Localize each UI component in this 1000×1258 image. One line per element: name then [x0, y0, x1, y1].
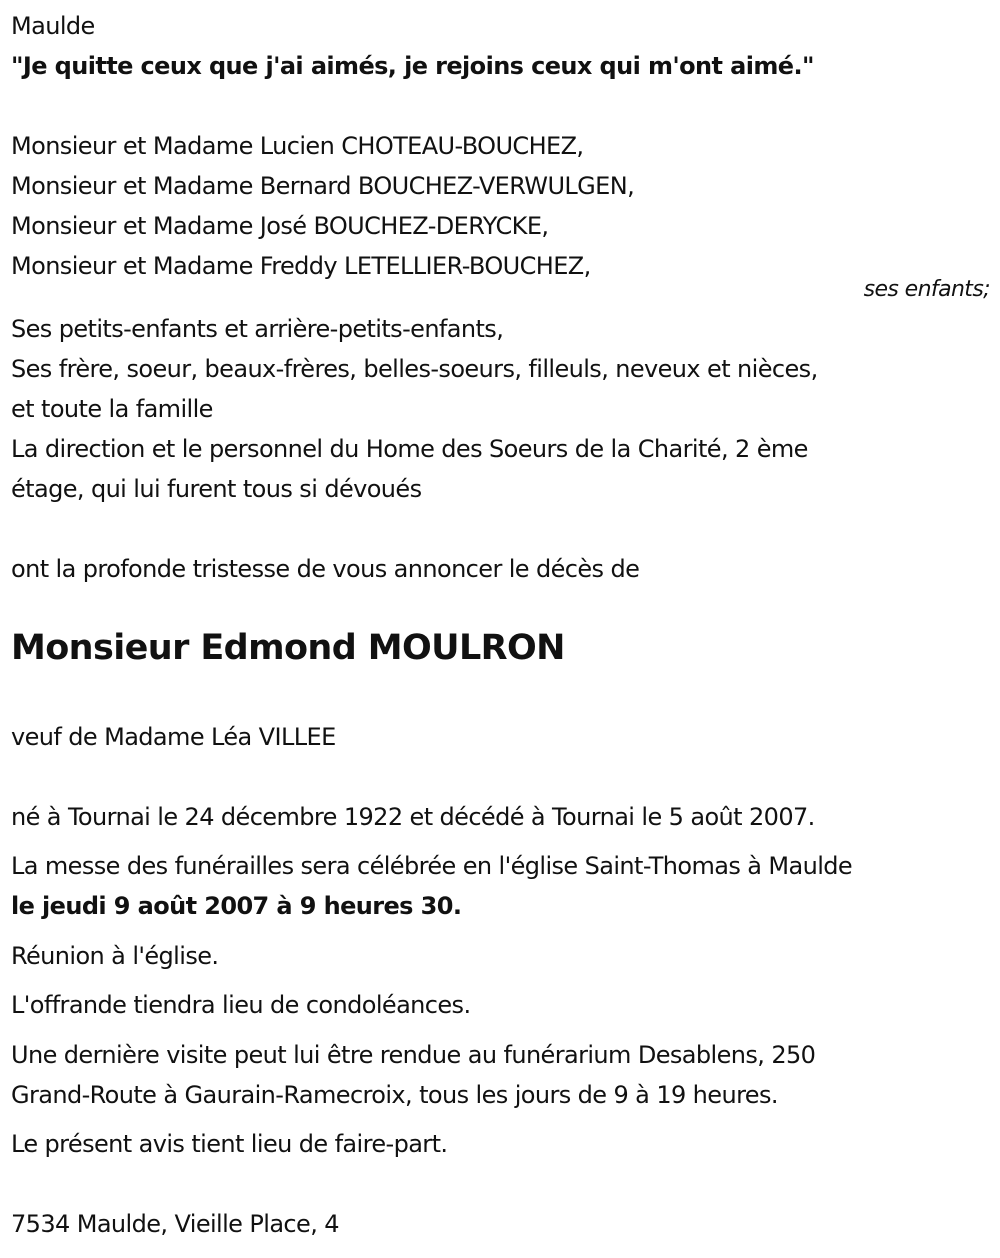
- family-4: La direction et le personnel du Home des Soeurs de la Charité, 2 ème: [11, 435, 808, 463]
- children-label: ses enfants;: [863, 277, 990, 302]
- visit-line-2: Grand-Route à Gaurain-Ramecroix, tous les jours de 9 à 19 heures.: [11, 1081, 778, 1109]
- child-2: Monsieur et Madame Bernard BOUCHEZ-VERWULGEN,: [11, 172, 635, 200]
- family-5: étage, qui lui furent tous si dévoués: [11, 475, 422, 503]
- reunion: Réunion à l'église.: [11, 942, 219, 970]
- place: Maulde: [11, 12, 95, 40]
- mass: La messe des funérailles sera célébrée en l'église Saint-Thomas à Maulde: [11, 852, 853, 880]
- offering: L'offrande tiendra lieu de condoléances.: [11, 991, 471, 1019]
- child-4: Monsieur et Madame Freddy LETELLIER-BOUCHEZ,: [11, 252, 591, 280]
- address: 7534 Maulde, Vieille Place, 4: [11, 1210, 339, 1238]
- notice: Le présent avis tient lieu de faire-part.: [11, 1130, 448, 1158]
- mass-date: le jeudi 9 août 2007 à 9 heures 30.: [11, 892, 462, 920]
- family-1: Ses petits-enfants et arrière-petits-enfants,: [11, 315, 504, 343]
- family-2: Ses frère, soeur, beaux-frères, belles-soeurs, filleuls, neveux et nièces,: [11, 355, 818, 383]
- quote: "Je quitte ceux que j'ai aimés, je rejoins ceux qui m'ont aimé.": [11, 52, 814, 80]
- birth-death: né à Tournai le 24 décembre 1922 et décédé à Tournai le 5 août 2007.: [11, 803, 815, 831]
- deceased-name: Monsieur Edmond MOULRON: [11, 628, 565, 668]
- family-3: et toute la famille: [11, 395, 213, 423]
- visit-line-1: Une dernière visite peut lui être rendue au funérarium Desablens, 250: [11, 1041, 816, 1069]
- announce: ont la profonde tristesse de vous annoncer le décès de: [11, 555, 640, 583]
- widower: veuf de Madame Léa VILLEE: [11, 723, 336, 751]
- child-1: Monsieur et Madame Lucien CHOTEAU-BOUCHEZ,: [11, 132, 584, 160]
- child-3: Monsieur et Madame José BOUCHEZ-DERYCKE,: [11, 212, 549, 240]
